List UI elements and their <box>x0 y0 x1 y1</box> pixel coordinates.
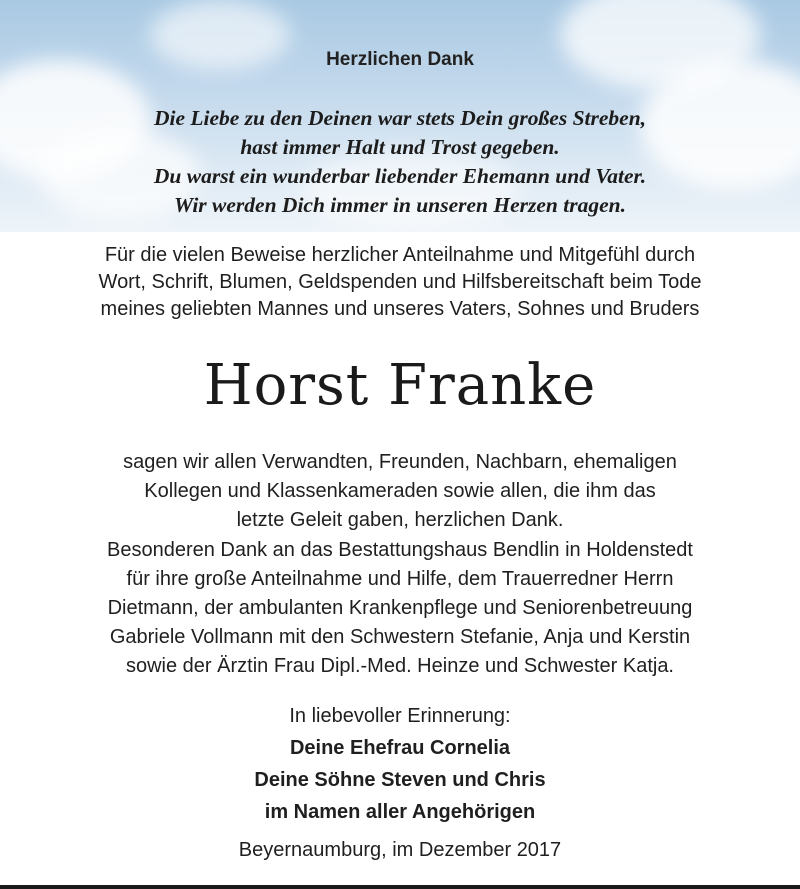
body-line: Besonderen Dank an das Bestattungshaus Bendlin in Holdenstedt <box>107 538 693 561</box>
signatory: im Namen aller Angehörigen <box>264 801 536 823</box>
body-line: Gabriele Vollmann mit den Schwestern Stefanie, Anja und Kerstin <box>109 626 691 649</box>
deceased-name: Horst Franke <box>203 353 597 418</box>
body-line: für ihre große Anteilnahme und Hilfe, dem Trauerredner Herrn <box>126 567 674 590</box>
memorial-verse <box>0 104 800 220</box>
thanks-intro <box>0 242 800 323</box>
signatory: Deine Söhne Steven und Chris <box>254 769 546 791</box>
body-line: Dietmann, der ambulanten Krankenpflege und Seniorenbetreuung <box>107 597 693 620</box>
verse-line: hast immer Halt und Trost gegeben. <box>240 135 560 159</box>
verse-line: Die Liebe zu den Deinen war stets Dein großes Streben, <box>153 106 647 130</box>
body-line: letzte Geleit gaben, herzlichen Dank. <box>236 509 564 532</box>
heading-title: Herzlichen Dank <box>326 49 474 70</box>
place-date: Beyernaumburg, im Dezember 2017 <box>238 839 562 861</box>
intro-line: Für die vielen Beweise herzlicher Anteilnahme und Mitgefühl durch <box>104 244 696 266</box>
body-line: sagen wir allen Verwandten, Freunden, Nachbarn, ehemaligen <box>123 451 677 473</box>
signatory: Deine Ehefrau Cornelia <box>289 737 511 759</box>
intro-line: Wort, Schrift, Blumen, Geldspenden und Hilfsbereitschaft beim Tode <box>98 271 702 293</box>
body-line: Kollegen und Klassenkameraden sowie allen, die ihm das <box>144 480 656 503</box>
signoff-block <box>0 700 800 828</box>
body-line: sowie der Ärztin Frau Dipl.-Med. Heinze und Schwester Katja. <box>125 655 674 678</box>
thanks-body <box>0 448 800 682</box>
intro-line: meines geliebten Mannes und unseres Vaters, Sohnes und Bruders <box>100 298 700 320</box>
signoff-intro: In liebevoller Erinnerung: <box>289 705 511 727</box>
verse-line: Du warst ein wunderbar liebender Ehemann und Vater. <box>153 164 647 188</box>
bottom-border <box>0 885 800 889</box>
verse-line: Wir werden Dich immer in unseren Herzen tragen. <box>174 193 626 217</box>
sky-banner <box>0 0 800 232</box>
